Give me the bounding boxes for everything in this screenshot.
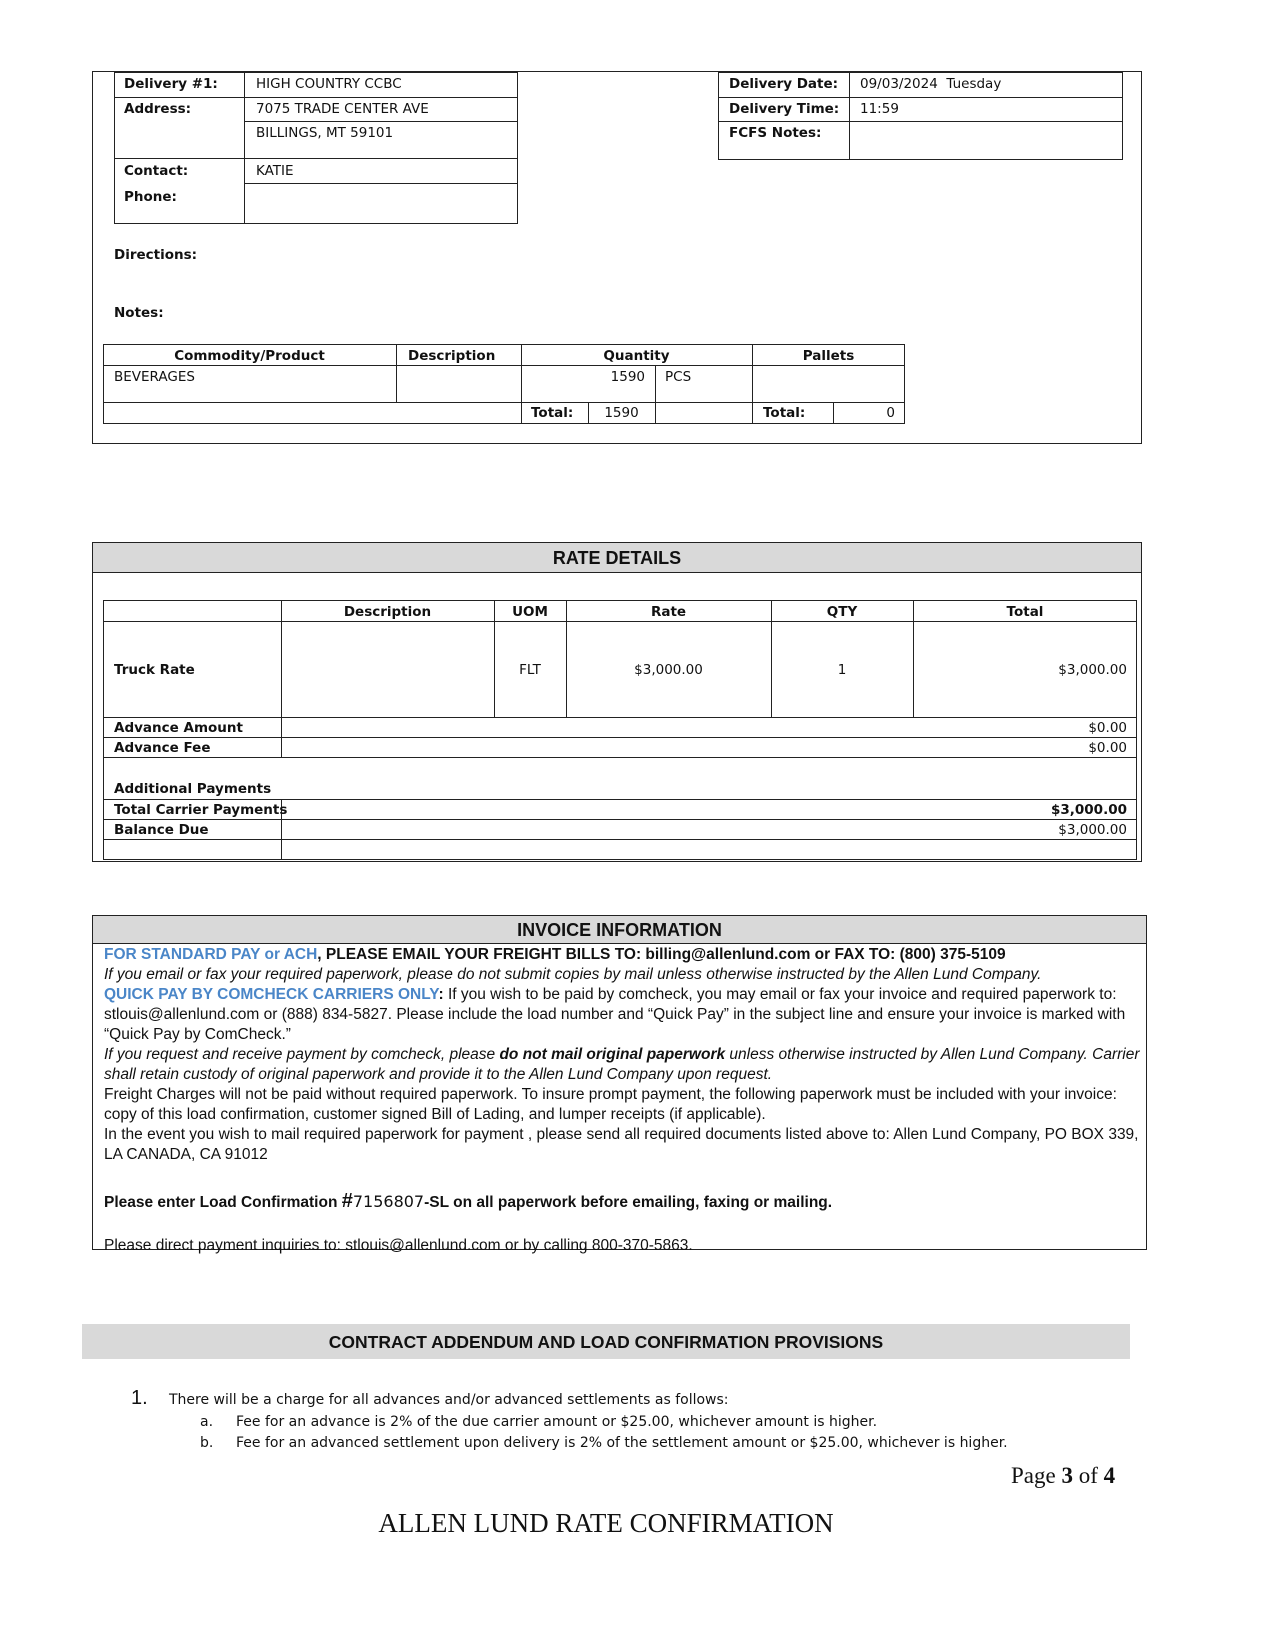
comcheck-text-a: If you request and receive payment by comcheck, please (104, 1046, 500, 1063)
contract-sub-b-text: Fee for an advanced settlement upon delivery is 2% of the settlement amount or $25.00, whichever is higher. (236, 1435, 1008, 1451)
standard-pay-heading: FOR STANDARD PAY or ACH (104, 946, 318, 963)
fcfs-notes-label: FCFS Notes: (729, 125, 822, 141)
standard-pay-line (104, 945, 1140, 965)
truck-rate-uom: FLT (519, 662, 541, 678)
invoice-body (104, 945, 1140, 1256)
address-line2: BILLINGS, MT 59101 (256, 125, 394, 141)
page-current: 3 (1061, 1463, 1073, 1488)
page-prefix: Page (1011, 1463, 1062, 1488)
qty-total-value: 1590 (604, 405, 639, 421)
qty-total-label: Total: (531, 405, 574, 421)
hline (103, 839, 1137, 840)
contract-item-1-number: 1. (131, 1387, 148, 1409)
hline (103, 757, 1137, 758)
advance-fee-value: $0.00 (1088, 740, 1127, 756)
contract-sub-a-text: Fee for an advance is 2% of the due carrier amount or $25.00, whichever amount is higher. (236, 1414, 878, 1430)
advance-amount-label: Advance Amount (114, 720, 243, 736)
hline (103, 737, 1137, 738)
hline (103, 621, 1137, 622)
truck-rate-rate: $3,000.00 (634, 662, 703, 678)
contact-label: Contact: (124, 163, 189, 179)
contact-value: KATIE (256, 163, 294, 179)
hline (718, 97, 1123, 98)
vline (655, 365, 656, 424)
contract-title: CONTRACT ADDENDUM AND LOAD CONFIRMATION PROVISIONS (82, 1324, 1130, 1359)
comcheck-text-b: do not mail original paperwork (499, 1046, 726, 1063)
pallets-total-value: 0 (886, 405, 895, 421)
col-quantity: Quantity (603, 348, 670, 364)
hline (114, 158, 518, 159)
contract-item-1-text: There will be a charge for all advances and/or advanced settlements as follows: (169, 1392, 729, 1408)
balance-due-value: $3,000.00 (1058, 822, 1127, 838)
rate-col-qty: QTY (826, 604, 858, 620)
load-conf-text-b: -SL on all paperwork before emailing, faxing or mailing. (424, 1194, 833, 1211)
comcheck-paragraph (104, 1045, 1140, 1085)
email-fax-note: If you email or fax your required paperwork, please do not submit copies by mail unless otherwise instructed by the Allen Lund Company. (104, 966, 1042, 983)
vline-right (849, 72, 850, 160)
load-conf-number: 7156807 (352, 1192, 425, 1211)
phone-label: Phone: (124, 189, 177, 205)
col-pallets: Pallets (802, 348, 855, 364)
total-carrier-payments-value: $3,000.00 (1050, 802, 1127, 818)
col-description: Description (408, 348, 496, 364)
load-confirmation-line (104, 1191, 1140, 1213)
payment-inquiries-line: Please direct payment inquiries to: stlouis@allenlund.com or by calling 800-370-5863. (104, 1237, 693, 1254)
delivery-date-label: Delivery Date: (729, 76, 839, 92)
quick-pay-text: If you wish to be paid by comcheck, you may email or fax your invoice and required paperwork to: stlouis@allenlund.com or (888) 834-5827. Please include the load number and “Quick Pay” in the subject line and ensure your invoice is marked with “Quick Pay by ComCheck.” (104, 986, 1126, 1043)
mail-paragraph: In the event you wish to mail required paperwork for payment , please send all required documents listed above to: Allen Lund Company, PO BOX 339, LA CANADA, CA 91012 (104, 1126, 1139, 1163)
vline (396, 344, 397, 402)
quick-pay-heading: QUICK PAY BY COMCHECK CARRIERS ONLY (104, 986, 439, 1003)
quick-pay-paragraph (104, 985, 1140, 1045)
notes-label: Notes: (114, 305, 164, 321)
contract-sub-b-letter: b. (200, 1435, 214, 1451)
hline (244, 183, 518, 184)
contract-sub-a-letter: a. (200, 1414, 214, 1430)
rate-col-rate: Rate (650, 604, 687, 620)
balance-due-label: Balance Due (114, 822, 209, 838)
standard-pay-text: , PLEASE EMAIL YOUR FREIGHT BILLS TO: billing@allenlund.com or FAX TO: (800) 375-5109 (317, 946, 1006, 963)
hline (103, 819, 1137, 820)
delivery-date-value: 09/03/2024 Tuesday (860, 76, 1002, 92)
hline (114, 97, 518, 98)
document-title: ALLEN LUND RATE CONFIRMATION (378, 1508, 834, 1538)
hline (244, 121, 518, 122)
pallets-total-label: Total: (763, 405, 806, 421)
directions-label: Directions: (114, 247, 198, 263)
delivery-time-value: 11:59 (860, 101, 899, 117)
commodity-qty: 1590 (610, 369, 645, 385)
truck-rate-total: $3,000.00 (1058, 662, 1127, 678)
commodity-product: BEVERAGES (114, 369, 195, 385)
freight-charges-paragraph: Freight Charges will not be paid without required paperwork. To insure prompt payment, the following paperwork must be included with your invoice: copy of this load confirmation, customer signed Bill of Lading, and lumper receipts (if applicable). (104, 1086, 1117, 1123)
rate-details-title: RATE DETAILS (93, 543, 1141, 573)
page-of: of (1072, 1463, 1104, 1488)
delivery-value: HIGH COUNTRY CCBC (256, 76, 402, 92)
invoice-title: INVOICE INFORMATION (93, 916, 1146, 944)
quick-pay-colon: : (438, 986, 444, 1003)
advance-amount-value: $0.00 (1088, 720, 1127, 736)
total-carrier-payments-label: Total Carrier Payments (114, 802, 288, 818)
additional-payments-label: Additional Payments (114, 781, 272, 797)
hline (103, 365, 905, 366)
hline (103, 402, 905, 403)
address-label: Address: (124, 101, 192, 117)
hline (103, 799, 1137, 800)
load-conf-text-a: Please enter Load Confirmation (104, 1194, 342, 1211)
rate-col-description: Description (343, 604, 432, 620)
delivery-time-label: Delivery Time: (729, 101, 840, 117)
comcheck-text-c: unless otherwise instructed by Allen Lund Company. Carrier shall retain custody of original paperwork and provide it to the Allen Lund Company upon request. (104, 1046, 1140, 1083)
rate-col-uom: UOM (512, 604, 548, 620)
address-line1: 7075 TRADE CENTER AVE (256, 101, 429, 117)
col-commodity-product: Commodity/Product (174, 348, 325, 364)
commodity-unit: PCS (665, 369, 692, 385)
rate-col-total: Total (1006, 604, 1044, 620)
advance-fee-label: Advance Fee (114, 740, 211, 756)
load-conf-hash: # (341, 1190, 353, 1212)
page-number (1011, 1463, 1115, 1489)
delivery-label: Delivery #1: (124, 76, 218, 92)
hline (718, 121, 1123, 122)
page-total: 4 (1103, 1463, 1116, 1488)
vline-left (244, 72, 245, 224)
truck-rate-qty: 1 (837, 662, 847, 678)
truck-rate-label: Truck Rate (114, 662, 195, 678)
hline (103, 717, 1137, 718)
